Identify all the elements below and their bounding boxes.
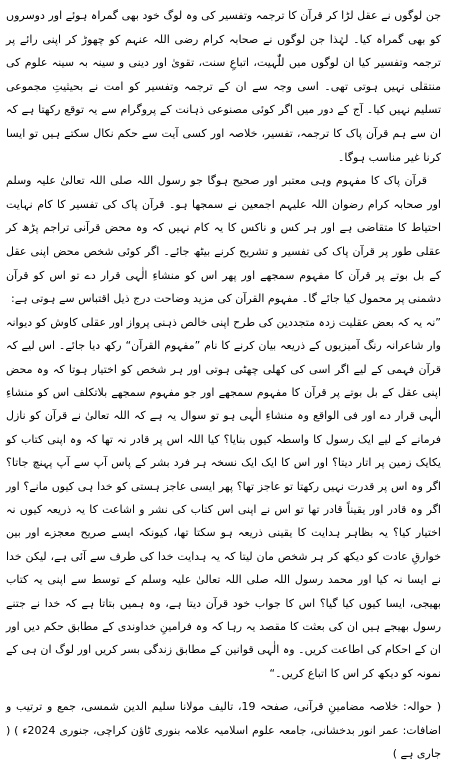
block-quote: ”نہ یہ کہ بعض عقلیت زدہ متجددین کی طرح اپنی خالص ذہنی پرواز اور عقلی کاوش کو دیوانہ وار شاعرانہ رنگ آمیزیوں کے ذریعہ بیان کرنے کا نام ”مفہوم القرآن“ رکھ دیا جائے۔ اس لیے کہ قرآن فہمی کے لیے اگر اسی کی کھلی چھٹی ہوتی اور ہر شخص کو اختیار ہوتا کہ وہ محض اپنی عقل کے بل بوتے پر قرآن کا مفہوم سمجھے اور جو مفہوم سمجھے بلاتکلف اس کو منشاءِ الٰہی قرار دے اور فی الواقع وہ منشاءِ الٰہی ہو تو سوال یہ ہے کہ اللہ تعالیٰ نے قرآن کو نازل فرمانے کے لیے ایک رسول کا واسطہ کیوں بنایا؟ کیا اللہ اس پر قادر نہ تھا کہ وہ اپنی کتاب کو یکایک زمین پر اتار دیتا؟ اور اس کا ایک ایک نسخہ ہر فرد بشر کے پاس آپ سے آپ پہنچ جاتا؟ اگر وہ اس پر قدرت نہیں رکھتا تو عاجز تھا؟ پھر ایسی عاجز ہستی کو خدا ہی کیوں مانے؟ اور اگر وہ قادر اور یقیناً قادر تھا تو اس نے اپنی اس کتاب کی نشر و اشاعت کا یہ ذریعہ کیوں نہ اختیار کیا؟ یہ بظاہر ہدایت کا یقینی ذریعہ ہو سکتا تھا، کیونکہ ایسے صریح معجزے اور بین خوارقِ عادت کو دیکھ کر ہر شخص مان لیتا کہ یہ ہدایت خدا کی طرف سے آئی ہے، لیکن خدا نے ایسا نہ کیا اور محمد رسول اللہ صلی اللہ تعالیٰ علیہ وسلم کے توسط سے اپنی یہ کتاب بھیجی، ایسا کیوں کیا گیا؟ اس کا جواب خود قرآن دیتا ہے، وہ ہمیں بتاتا ہے کہ خدا نے جتنے رسول بھیجے ہیں ان کی بعثت کا مقصد یہ رہا کہ وہ فرامینِ خداوندی کے مطابق حکم دیں اور ان کے احکام کی اطاعت کریں۔ وہ الٰہی قوانین کے مطابق زندگی بسر کریں اور لوگ ان ہی کے نمونہ کو دیکھ کر اس کا اتباع کریں۔“	[6, 315, 441, 680]
article-paragraph-1: جن لوگوں نے عقل لڑا کر قرآن کا ترجمہ وتفسیر کی وہ لوگ خود بھی گمراہ ہوئے اور دوسروں کو بھی گمراہ کیا۔ لہٰذا جن لوگوں نے صحابہ کرام رضی اللہ عنہم کو چھوڑ کر اپنی رائے پر ترجمہ وتفسیر کیا ان لوگوں میں للّٰہیت، اتباعِ سنت، تقویٰ اور دینی و سینہ بہ سینہ علوم کی منتقلی نہیں ہوتی تھی۔ اسی وجہ سے ان کے ترجمہ وتفسیر کو امت نے بحیثیتِ مجموعی تسلیم نہیں کیا۔ آج کے دور میں اگر کوئی مصنوعی ذہانت کے پروگرام سے یہ توقع رکھتا ہے کہ ان سے ہم قرآن پاک کا ترجمہ، تفسیر، خلاصہ اور کسی آیت سے حکم نکال سکتے ہیں تو ایسا کرنا غیر مناسب ہوگا۔	[6, 9, 441, 164]
article-paragraph-2: قرآن پاک کا مفہوم وہی معتبر اور صحیح ہوگا جو رسول اللہ صلی اللہ تعالیٰ علیہ وسلم اور صحابہ کرام رضوان اللہ علیہم اجمعین نے سمجھا ہو۔ قرآن پاک کی تفسیر کا کام نہایت احتیاط کا متقاضی ہے اور ہر کس و ناکس کا یہ کام نہیں کہ وہ محض قرآنی تراجم پڑھ کر عقلی طور پر قرآن پاک کی تفسیر و تشریح کرنے بیٹھ جائے۔ اگر کوئی شخص محض اپنی عقل کے بل بوتے پر قرآن کا مفہوم سمجھے اور پھر اس کو منشاءِ الٰہی قرار دے تو اس کو قرآن دشمنی پر محمول کیا جائے گا۔ مفہوم القرآن کی مزید وضاحت درج ذیل اقتباس سے ہوتی ہے:	[6, 174, 441, 306]
reference-citation: ( حوالہ: خلاصہ مضامینِ قرآنی، صفحہ 19، تالیف مولانا سلیم الدین شمسی، جمع و ترتیب و اضافات: عمر انور بدخشانی، جامعہ علوم اسلامیہ علامہ بنوری ٹاؤن کراچی، جنوری 2024ء ) ( جاری ہے )	[6, 700, 441, 761]
